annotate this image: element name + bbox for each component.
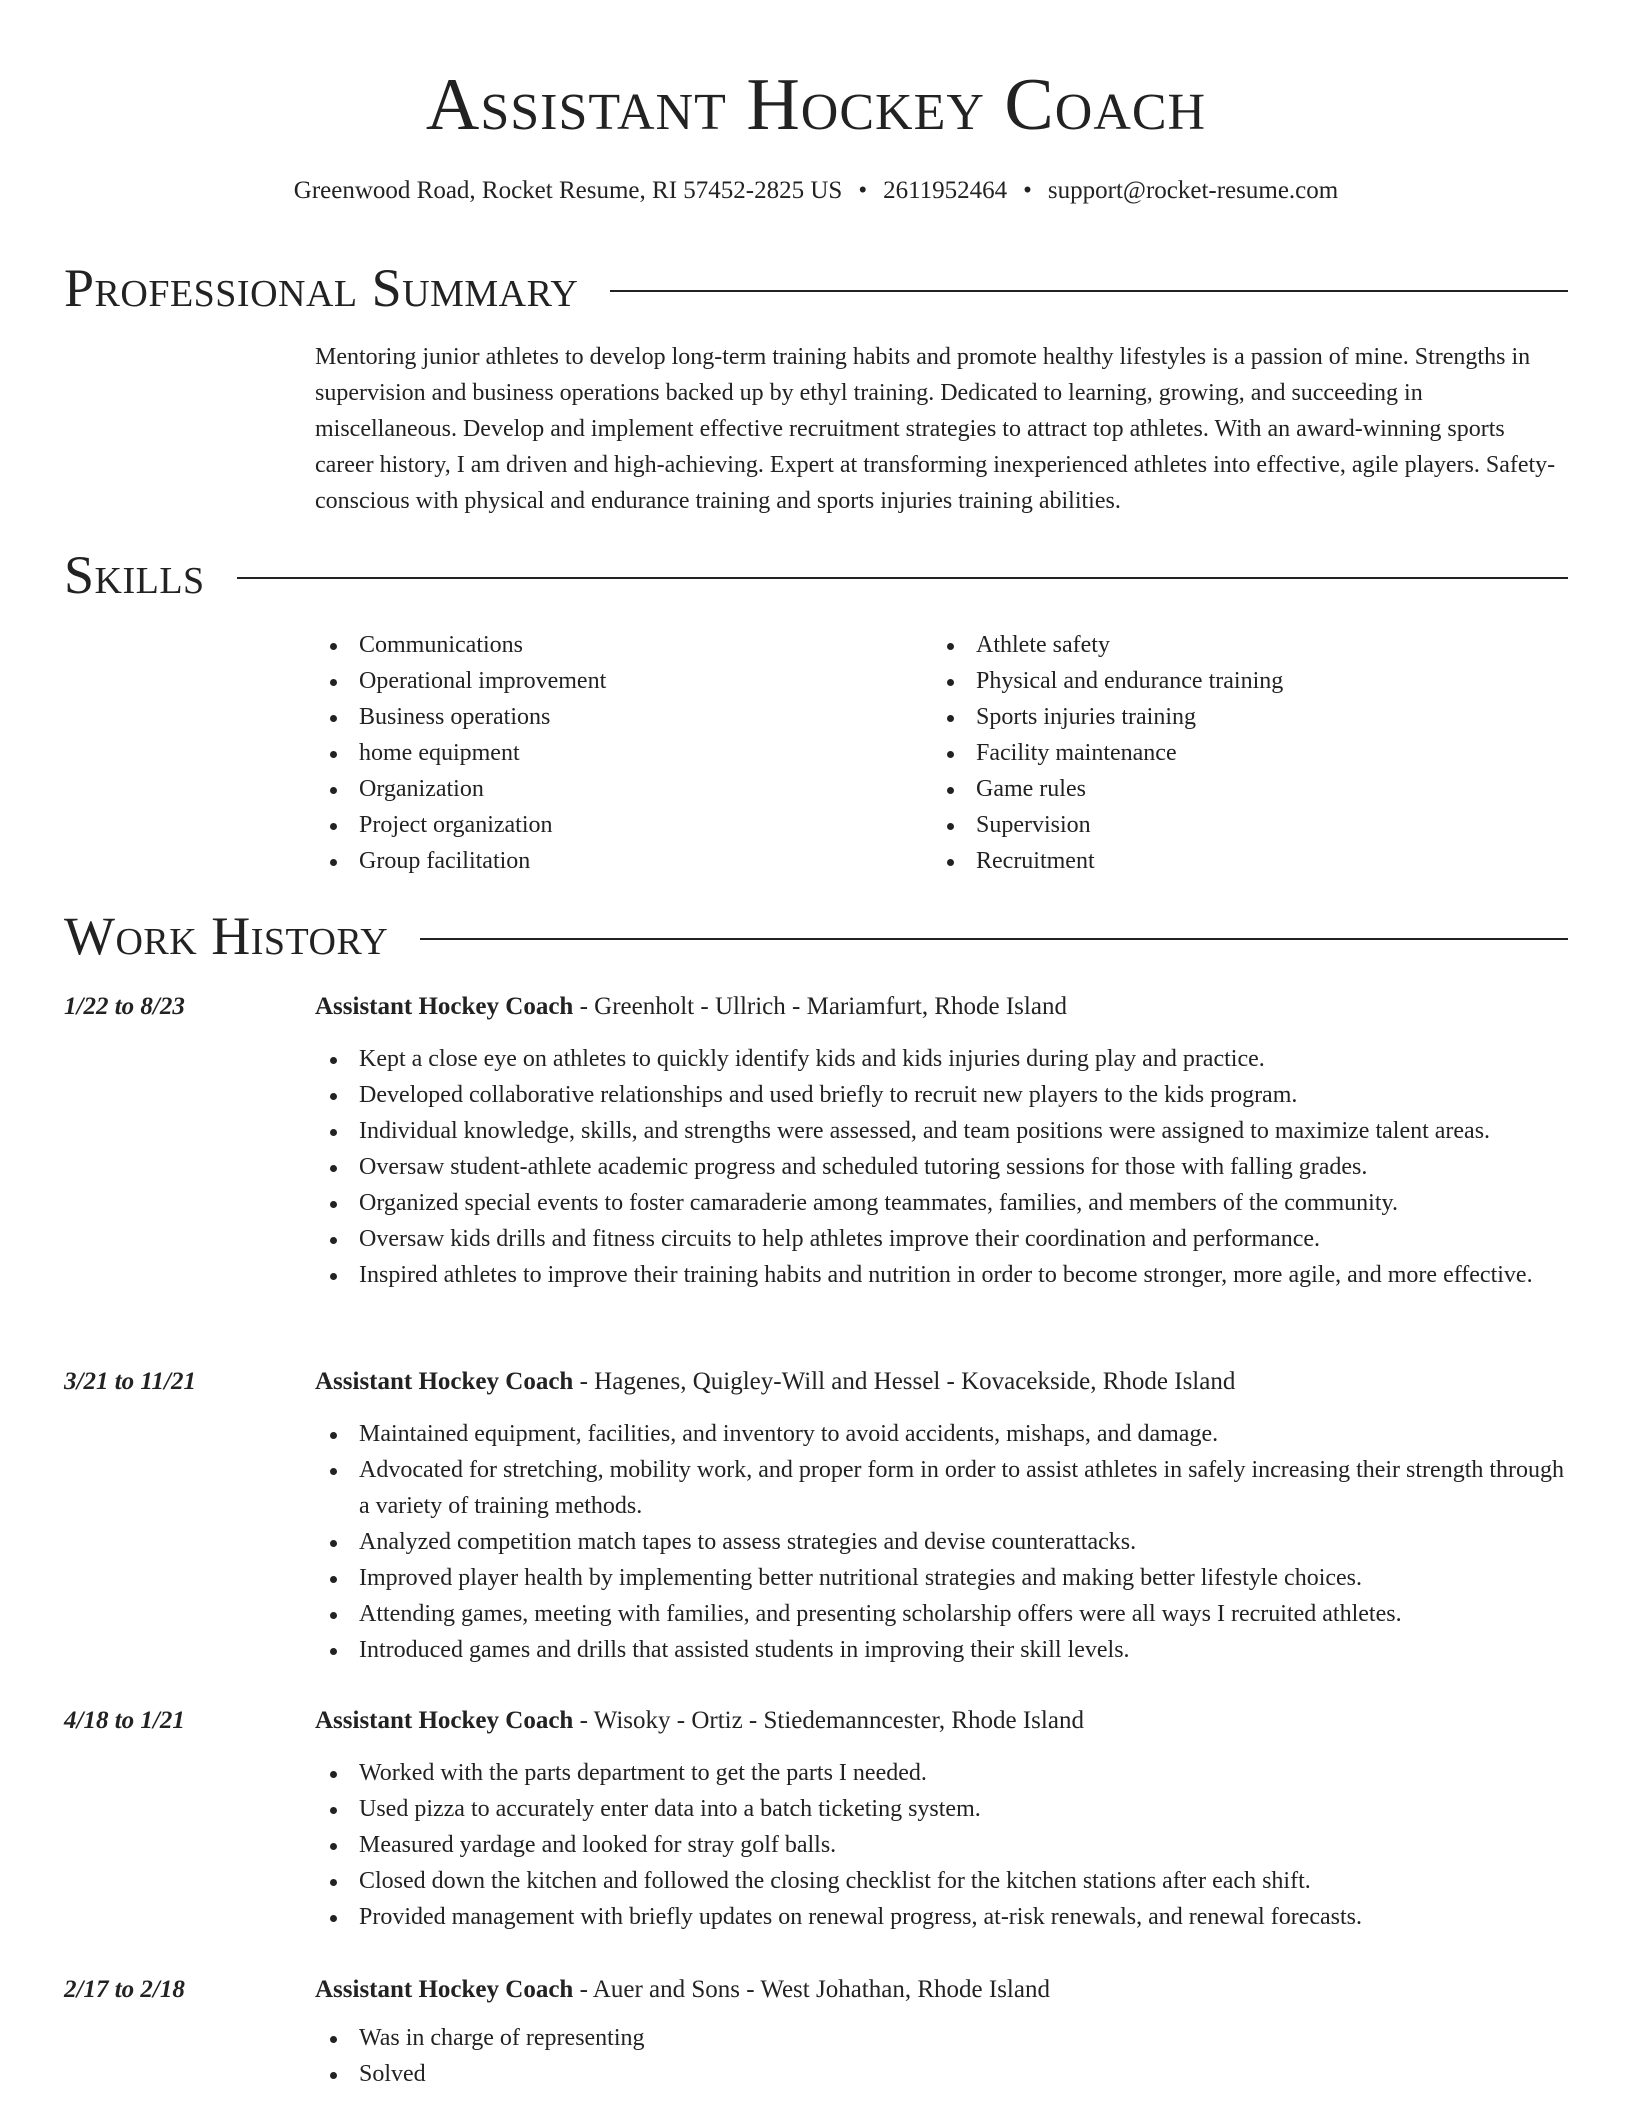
job-entry [64, 1362, 1568, 1668]
contact-separator: • [858, 177, 868, 204]
job-entry [64, 1701, 1568, 1935]
skill-item: Organization [315, 771, 932, 807]
job-bullet: Measured yardage and looked for stray golf balls. [315, 1827, 1568, 1863]
job-bullet: Improved player health by implementing better nutritional strategies and making better lifestyle choices. [315, 1560, 1568, 1596]
job-title-line [315, 987, 1067, 1027]
job-dates: 4/18 to 1/21 [64, 1707, 185, 1734]
skills-section-header [64, 543, 1568, 607]
job-bullet: Worked with the parts department to get the parts I needed. [315, 1755, 1568, 1791]
job-title-line [315, 1701, 1084, 1741]
job-bullets [315, 2020, 1568, 2092]
job-bullet: Used pizza to accurately enter data into a batch ticketing system. [315, 1791, 1568, 1827]
candidate-name: Assistant Hockey Coach [425, 64, 1207, 146]
skill-item: Physical and endurance training [932, 663, 1549, 699]
skills-heading: Skills [64, 545, 205, 605]
skills-column-left [315, 627, 932, 879]
job-bullet: Maintained equipment, facilities, and inventory to avoid accidents, mishaps, and damage. [315, 1416, 1568, 1452]
job-bullets [315, 1041, 1568, 1293]
contact-line [0, 173, 1632, 209]
skill-item: Project organization [315, 807, 932, 843]
section-divider [237, 577, 1568, 579]
skill-item: Business operations [315, 699, 932, 735]
skill-item: Operational improvement [315, 663, 932, 699]
job-bullet: Oversaw kids drills and fitness circuits to help athletes improve their coordination and performance. [315, 1221, 1568, 1257]
skill-item: Sports injuries training [932, 699, 1549, 735]
section-divider [420, 938, 1568, 940]
job-bullet: Oversaw student-athlete academic progress and scheduled tutoring sessions for those with falling grades. [315, 1149, 1568, 1185]
skill-item: Communications [315, 627, 932, 663]
job-bullet: Was in charge of representing [315, 2020, 1568, 2056]
job-role: Assistant Hockey Coach [315, 1707, 574, 1734]
job-header [64, 1970, 1568, 2010]
job-header [64, 987, 1568, 1027]
job-employer: - Auer and Sons - West Johathan, Rhode Island [573, 1976, 1050, 2003]
job-header [64, 1701, 1568, 1741]
work-heading: Work History [64, 906, 389, 966]
contact-phone: 2611952464 [883, 177, 1008, 204]
skill-item: Facility maintenance [932, 735, 1549, 771]
job-entry [64, 987, 1568, 1293]
job-bullet: Inspired athletes to improve their training habits and nutrition in order to become stronger, more agile, and more effective. [315, 1257, 1568, 1293]
skill-item: Athlete safety [932, 627, 1549, 663]
job-role: Assistant Hockey Coach [315, 1976, 574, 2003]
job-employer: - Greenholt - Ullrich - Mariamfurt, Rhode Island [573, 993, 1067, 1020]
job-bullets [315, 1755, 1568, 1935]
job-employer: - Wisoky - Ortiz - Stiedemanncester, Rhode Island [573, 1707, 1084, 1734]
job-bullet: Developed collaborative relationships and used briefly to recruit new players to the kids program. [315, 1077, 1568, 1113]
job-title-line [315, 1362, 1235, 1402]
job-bullet: Attending games, meeting with families, and presenting scholarship offers were all ways I recruited athletes. [315, 1596, 1568, 1632]
job-employer: - Hagenes, Quigley-Will and Hessel - Kovacekside, Rhode Island [573, 1368, 1236, 1395]
job-dates: 1/22 to 8/23 [64, 993, 185, 1020]
contact-address: Greenwood Road, Rocket Resume, RI 57452-2825 US [293, 177, 843, 204]
job-bullet: Introduced games and drills that assisted students in improving their skill levels. [315, 1632, 1568, 1668]
skill-item: Group facilitation [315, 843, 932, 879]
summary-section-header [64, 256, 1568, 320]
job-bullet: Kept a close eye on athletes to quickly identify kids and kids injuries during play and practice. [315, 1041, 1568, 1077]
job-header [64, 1362, 1568, 1402]
skill-item: Supervision [932, 807, 1549, 843]
job-entry [64, 1970, 1568, 2092]
job-title-line [315, 1970, 1050, 2010]
summary-text: Mentoring junior athletes to develop long-term training habits and promote healthy lifestyles is a passion of mine. Strengths in supervision and business operations backed up by ethyl training. Dedicated to learning, growing, and succeeding in miscellaneous. Develop and implement effective recruitment strategies to attract top athletes. With an award-winning sports career history, I am driven and high-achieving. Expert at transforming inexperienced athletes into effective, agile players. Safety-conscious with physical and endurance training and sports injuries training abilities. [315, 344, 1556, 514]
contact-email[interactable]: support@rocket-resume.com [1047, 177, 1339, 204]
job-bullet: Organized special events to foster camaraderie among teammates, families, and members of the community. [315, 1185, 1568, 1221]
skill-item: home equipment [315, 735, 932, 771]
skill-item: Game rules [932, 771, 1549, 807]
skills-list [315, 627, 1568, 879]
skills-column-right [932, 627, 1549, 879]
job-bullet: Closed down the kitchen and followed the closing checklist for the kitchen stations after each shift. [315, 1863, 1568, 1899]
contact-separator: • [1023, 177, 1032, 204]
job-role: Assistant Hockey Coach [315, 993, 574, 1020]
job-bullet: Provided management with briefly updates on renewal progress, at-risk renewals, and renewal forecasts. [315, 1899, 1568, 1935]
job-bullet: Analyzed competition match tapes to assess strategies and devise counterattacks. [315, 1524, 1568, 1560]
work-section-header [64, 904, 1568, 968]
job-bullet: Advocated for stretching, mobility work, and proper form in order to assist athletes in safely increasing their strength through a variety of training methods. [315, 1452, 1568, 1524]
section-divider [610, 290, 1568, 292]
skill-item: Recruitment [932, 843, 1549, 879]
job-role: Assistant Hockey Coach [315, 1368, 574, 1395]
job-dates: 3/21 to 11/21 [64, 1368, 196, 1395]
job-dates: 2/17 to 2/18 [64, 1976, 185, 2003]
job-bullet: Individual knowledge, skills, and strengths were assessed, and team positions were assigned to maximize talent areas. [315, 1113, 1568, 1149]
job-bullet: Solved [315, 2056, 1568, 2092]
job-bullets [315, 1416, 1568, 1668]
summary-heading: Professional Summary [64, 258, 579, 318]
